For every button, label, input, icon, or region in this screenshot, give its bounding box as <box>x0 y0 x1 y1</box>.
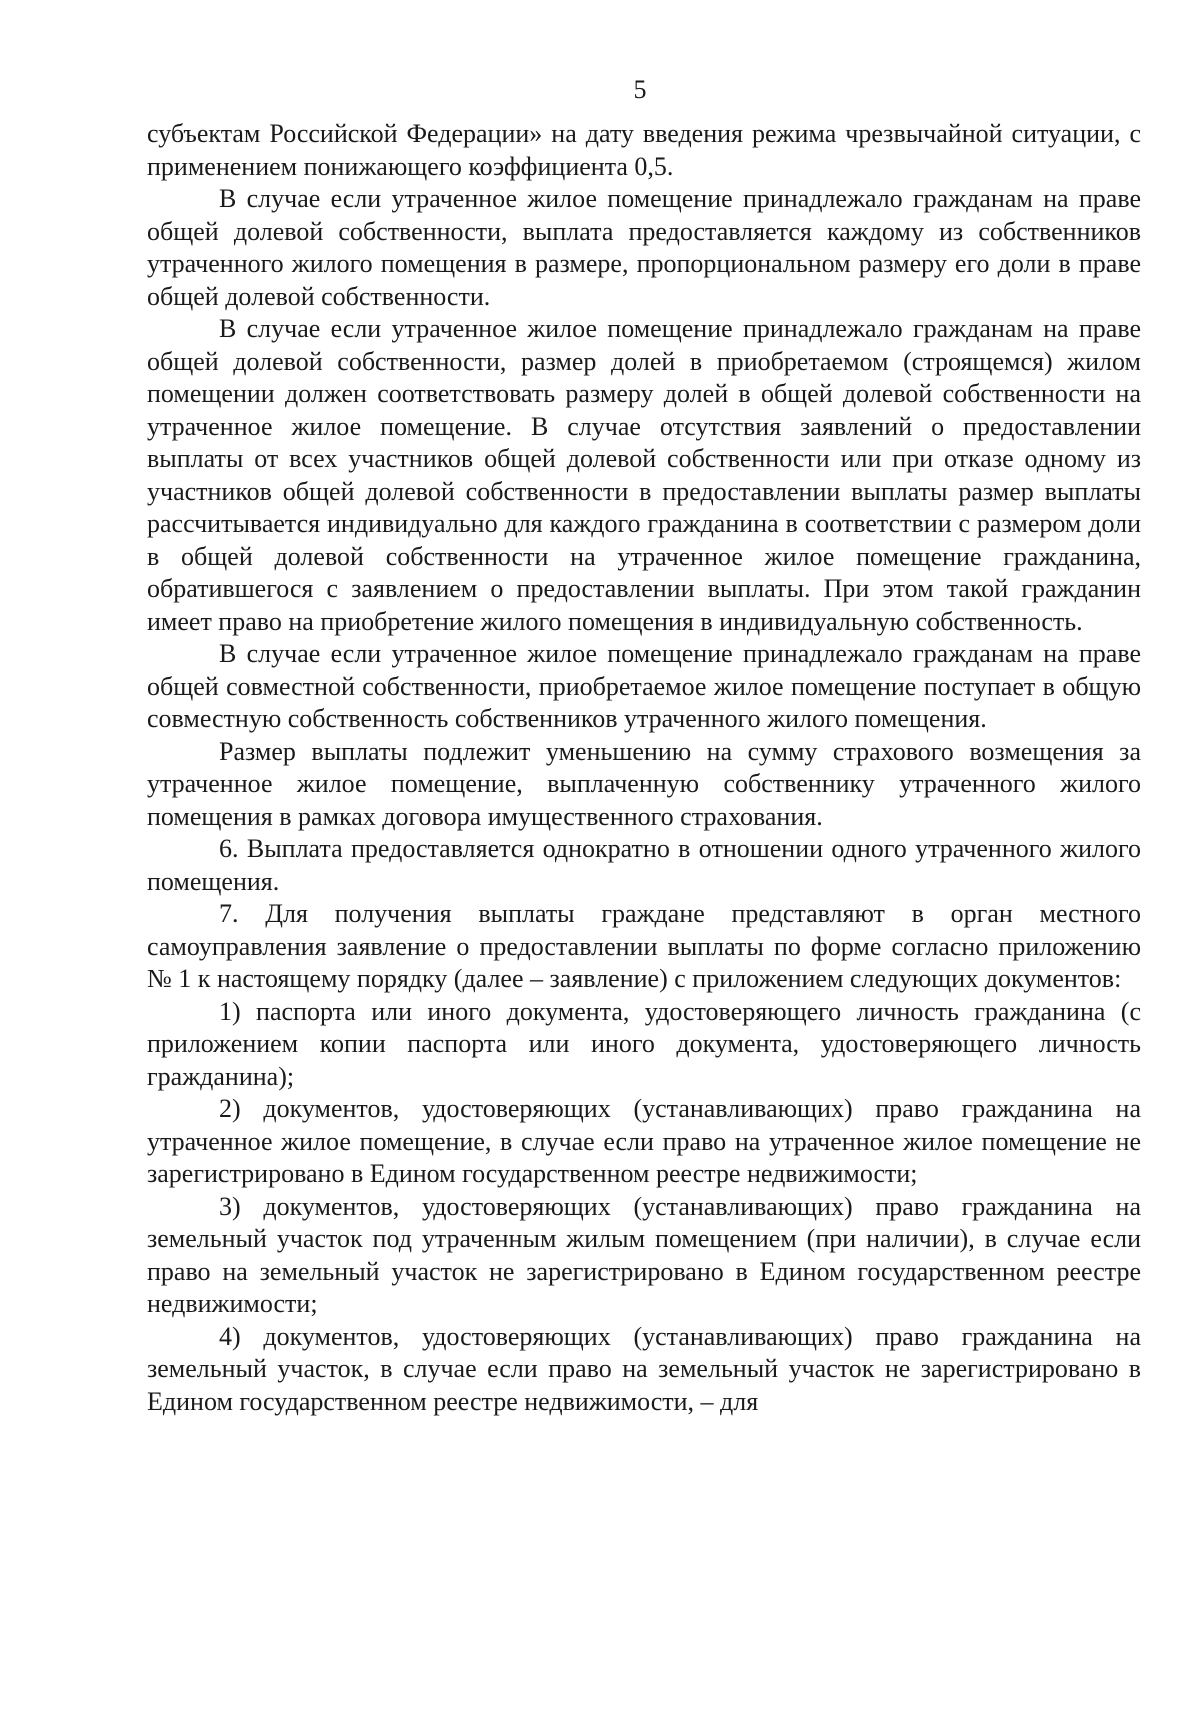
paragraph-insurance-reduction: Размер выплаты подлежит уменьшению на сумму страхового возмещения за утраченное жилое помещение, выплаченную собственнику утраченного жилого помещения в рамках договора имущественного страхования. <box>147 736 1141 831</box>
list-item-3: 3) документов, удостоверяющих (устанавливающих) право гражданина на земельный участок под утраченным жилым помещением (при наличии), в случае если право на земельный участок не зарегистрировано в Едином государственном реестре недвижимости; <box>147 1191 1141 1318</box>
list-item-2: 2) документов, удостоверяющих (устанавливающих) право гражданина на утраченное жилое помещение, в случае если право на утраченное жилое помещение не зарегистрировано в Едином государственном реестре недвижимости; <box>147 1094 1141 1188</box>
page-number: 5 <box>633 75 647 104</box>
paragraph-joint-ownership: В случае если утраченное жилое помещение принадлежало гражданам на праве общей совместной собственности, приобретаемое жилое помещение поступает в общую совместную собственность собственников утраченного жилого помещения. <box>147 639 1141 733</box>
list-item-4: 4) документов, удостоверяющих (устанавливающих) право гражданина на земельный участок, в случае если право на земельный участок не зарегистрировано в Едином государственном реестре недвижимости, – для <box>147 1321 1141 1416</box>
clause-6: 6. Выплата предоставляется однократно в отношении одного утраченного жилого помещения. <box>147 834 1141 896</box>
paragraph-shared-ownership-payment: В случае если утраченное жилое помещение принадлежало гражданам на праве общей долевой собственности, выплата предоставляется каждому из собственников утраченного жилого помещения в размере, пропорциональном размеру его доли в праве общей долевой собственности. <box>147 184 1141 311</box>
paragraph-shared-ownership-shares: В случае если утраченное жилое помещение принадлежало гражданам на праве общей долевой собственности, размер долей в приобретаемом (строящемся) жилом помещении должен соответствовать размеру долей в общей долевой собственности на утраченное жилое помещение. В случае отсутствия заявлений о предоставлении выплаты от всех участников общей долевой собственности или при отказе одному из участников общей долевой собственности в предоставлении выплаты размер выплаты рассчитывается индивидуально для каждого гражданина в соответствии с размером доли в общей долевой собственности на утраченное жилое помещение гражданина, обратившегося с заявлением о предоставлении выплаты. При этом такой гражданин имеет право на приобретение жилого помещения в индивидуальную собственность. <box>147 314 1141 636</box>
paragraph-continuation: субъектам Российской Федерации» на дату введения режима чрезвычайной ситуации, с применением понижающего коэффициента 0,5. <box>147 119 1141 181</box>
clause-7: 7. Для получения выплаты граждане представляют в орган местного самоуправления заявление о предоставлении выплаты по форме согласно приложению № 1 к настоящему порядку (далее – заявление) с приложением следующих документов: <box>147 899 1141 993</box>
list-item-1: 1) паспорта или иного документа, удостоверяющего личность гражданина (с приложением копии паспорта или иного документа, удостоверяющего личность гражданина); <box>147 996 1141 1091</box>
document-body <box>147 118 1141 1418</box>
